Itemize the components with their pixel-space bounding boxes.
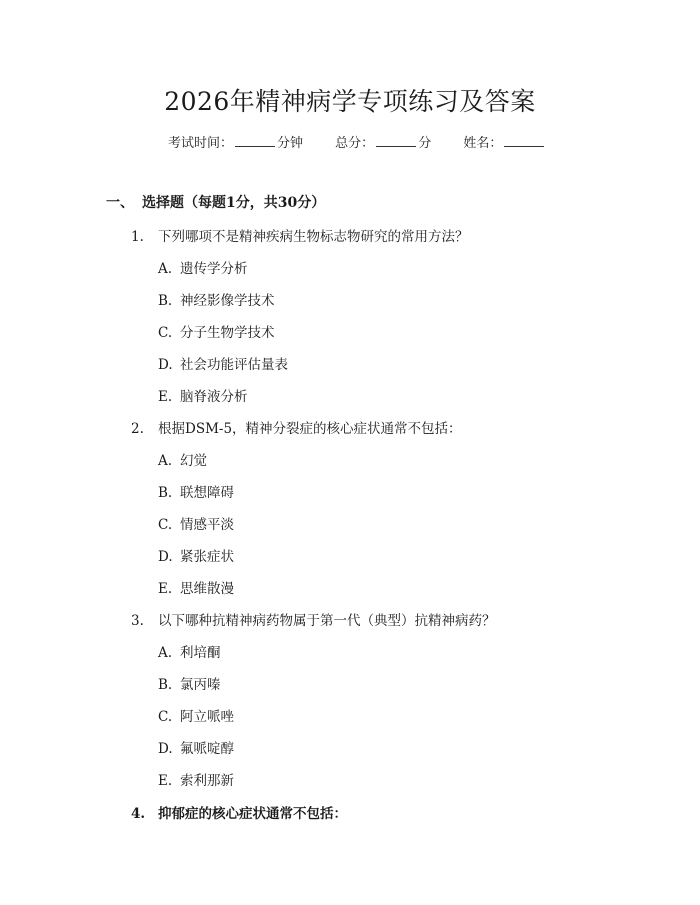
question-3 [131,609,496,629]
question-number: 1. [131,229,144,245]
q2-option-b [158,481,234,501]
exam-name [463,136,546,151]
question-text: 抑郁症的核心症状通常不包括： [158,806,347,822]
option-text: 遗传学分析 [180,261,248,277]
question-text: 根据DSM-5，精神分裂症的核心症状通常不包括： [158,421,462,437]
q2-option-e [158,577,234,597]
section-title: 选择题（每题1分，共30分） [142,195,326,211]
document-title: 2026年精神病学专项练习及答案 [164,87,536,116]
time-label: 考试时间： [168,136,234,151]
option-text: 脑脊液分析 [180,389,248,405]
q3-option-d [158,737,234,757]
section-heading [106,192,325,212]
time-blank [235,136,275,147]
option-letter: C. [158,709,173,725]
exam-time [168,136,303,151]
q1-option-c [158,321,275,341]
option-letter: A. [158,645,173,661]
option-letter: D. [158,741,173,757]
time-unit: 分钟 [277,136,304,151]
question-2 [131,417,462,437]
option-letter: E. [158,389,173,405]
question-text: 下列哪项不是精神疾病生物标志物研究的常用方法？ [158,229,469,245]
exam-info [168,132,574,151]
option-letter: B. [158,293,173,309]
option-text: 紧张症状 [180,549,234,565]
option-text: 氟哌啶醇 [180,741,234,757]
option-text: 幻觉 [180,453,207,469]
exam-score [335,136,431,151]
option-letter: C. [158,517,173,533]
option-text: 联想障碍 [180,485,234,501]
q1-option-b [158,289,275,309]
q1-option-e [158,385,248,405]
option-letter: A. [158,261,173,277]
q3-option-a [158,641,221,661]
q2-option-a [158,449,207,469]
option-letter: B. [158,677,173,693]
option-text: 社会功能评估量表 [180,357,288,373]
question-text: 以下哪种抗精神病药物属于第一代（典型）抗精神病药？ [158,613,496,629]
q2-option-c [158,513,234,533]
q3-option-b [158,673,221,693]
option-letter: E. [158,773,173,789]
q1-option-d [158,353,288,373]
option-text: 分子生物学技术 [180,325,275,341]
option-letter: D. [158,549,173,565]
option-letter: A. [158,453,173,469]
option-text: 神经影像学技术 [180,293,275,309]
option-text: 利培酮 [180,645,221,661]
option-letter: E. [158,581,173,597]
option-letter: C. [158,325,173,341]
option-text: 阿立哌唑 [180,709,234,725]
question-4 [131,802,347,822]
option-text: 氯丙嗪 [180,677,221,693]
name-blank [504,136,544,147]
option-text: 索利那新 [180,773,234,789]
option-letter: B. [158,485,173,501]
question-number: 2. [131,421,144,437]
option-text: 情感平淡 [180,517,234,533]
score-label: 总分： [335,136,375,151]
q3-option-e [158,769,234,789]
q3-option-c [158,705,234,725]
question-number: 4. [131,806,146,822]
q1-option-a [158,257,248,277]
score-unit: 分 [418,136,432,151]
question-1 [131,225,469,245]
section-number: 一、 [106,195,134,211]
question-number: 3. [131,613,144,629]
option-text: 思维散漫 [180,581,234,597]
option-letter: D. [158,357,173,373]
score-blank [376,136,416,147]
q2-option-d [158,545,234,565]
name-label: 姓名： [463,136,503,151]
